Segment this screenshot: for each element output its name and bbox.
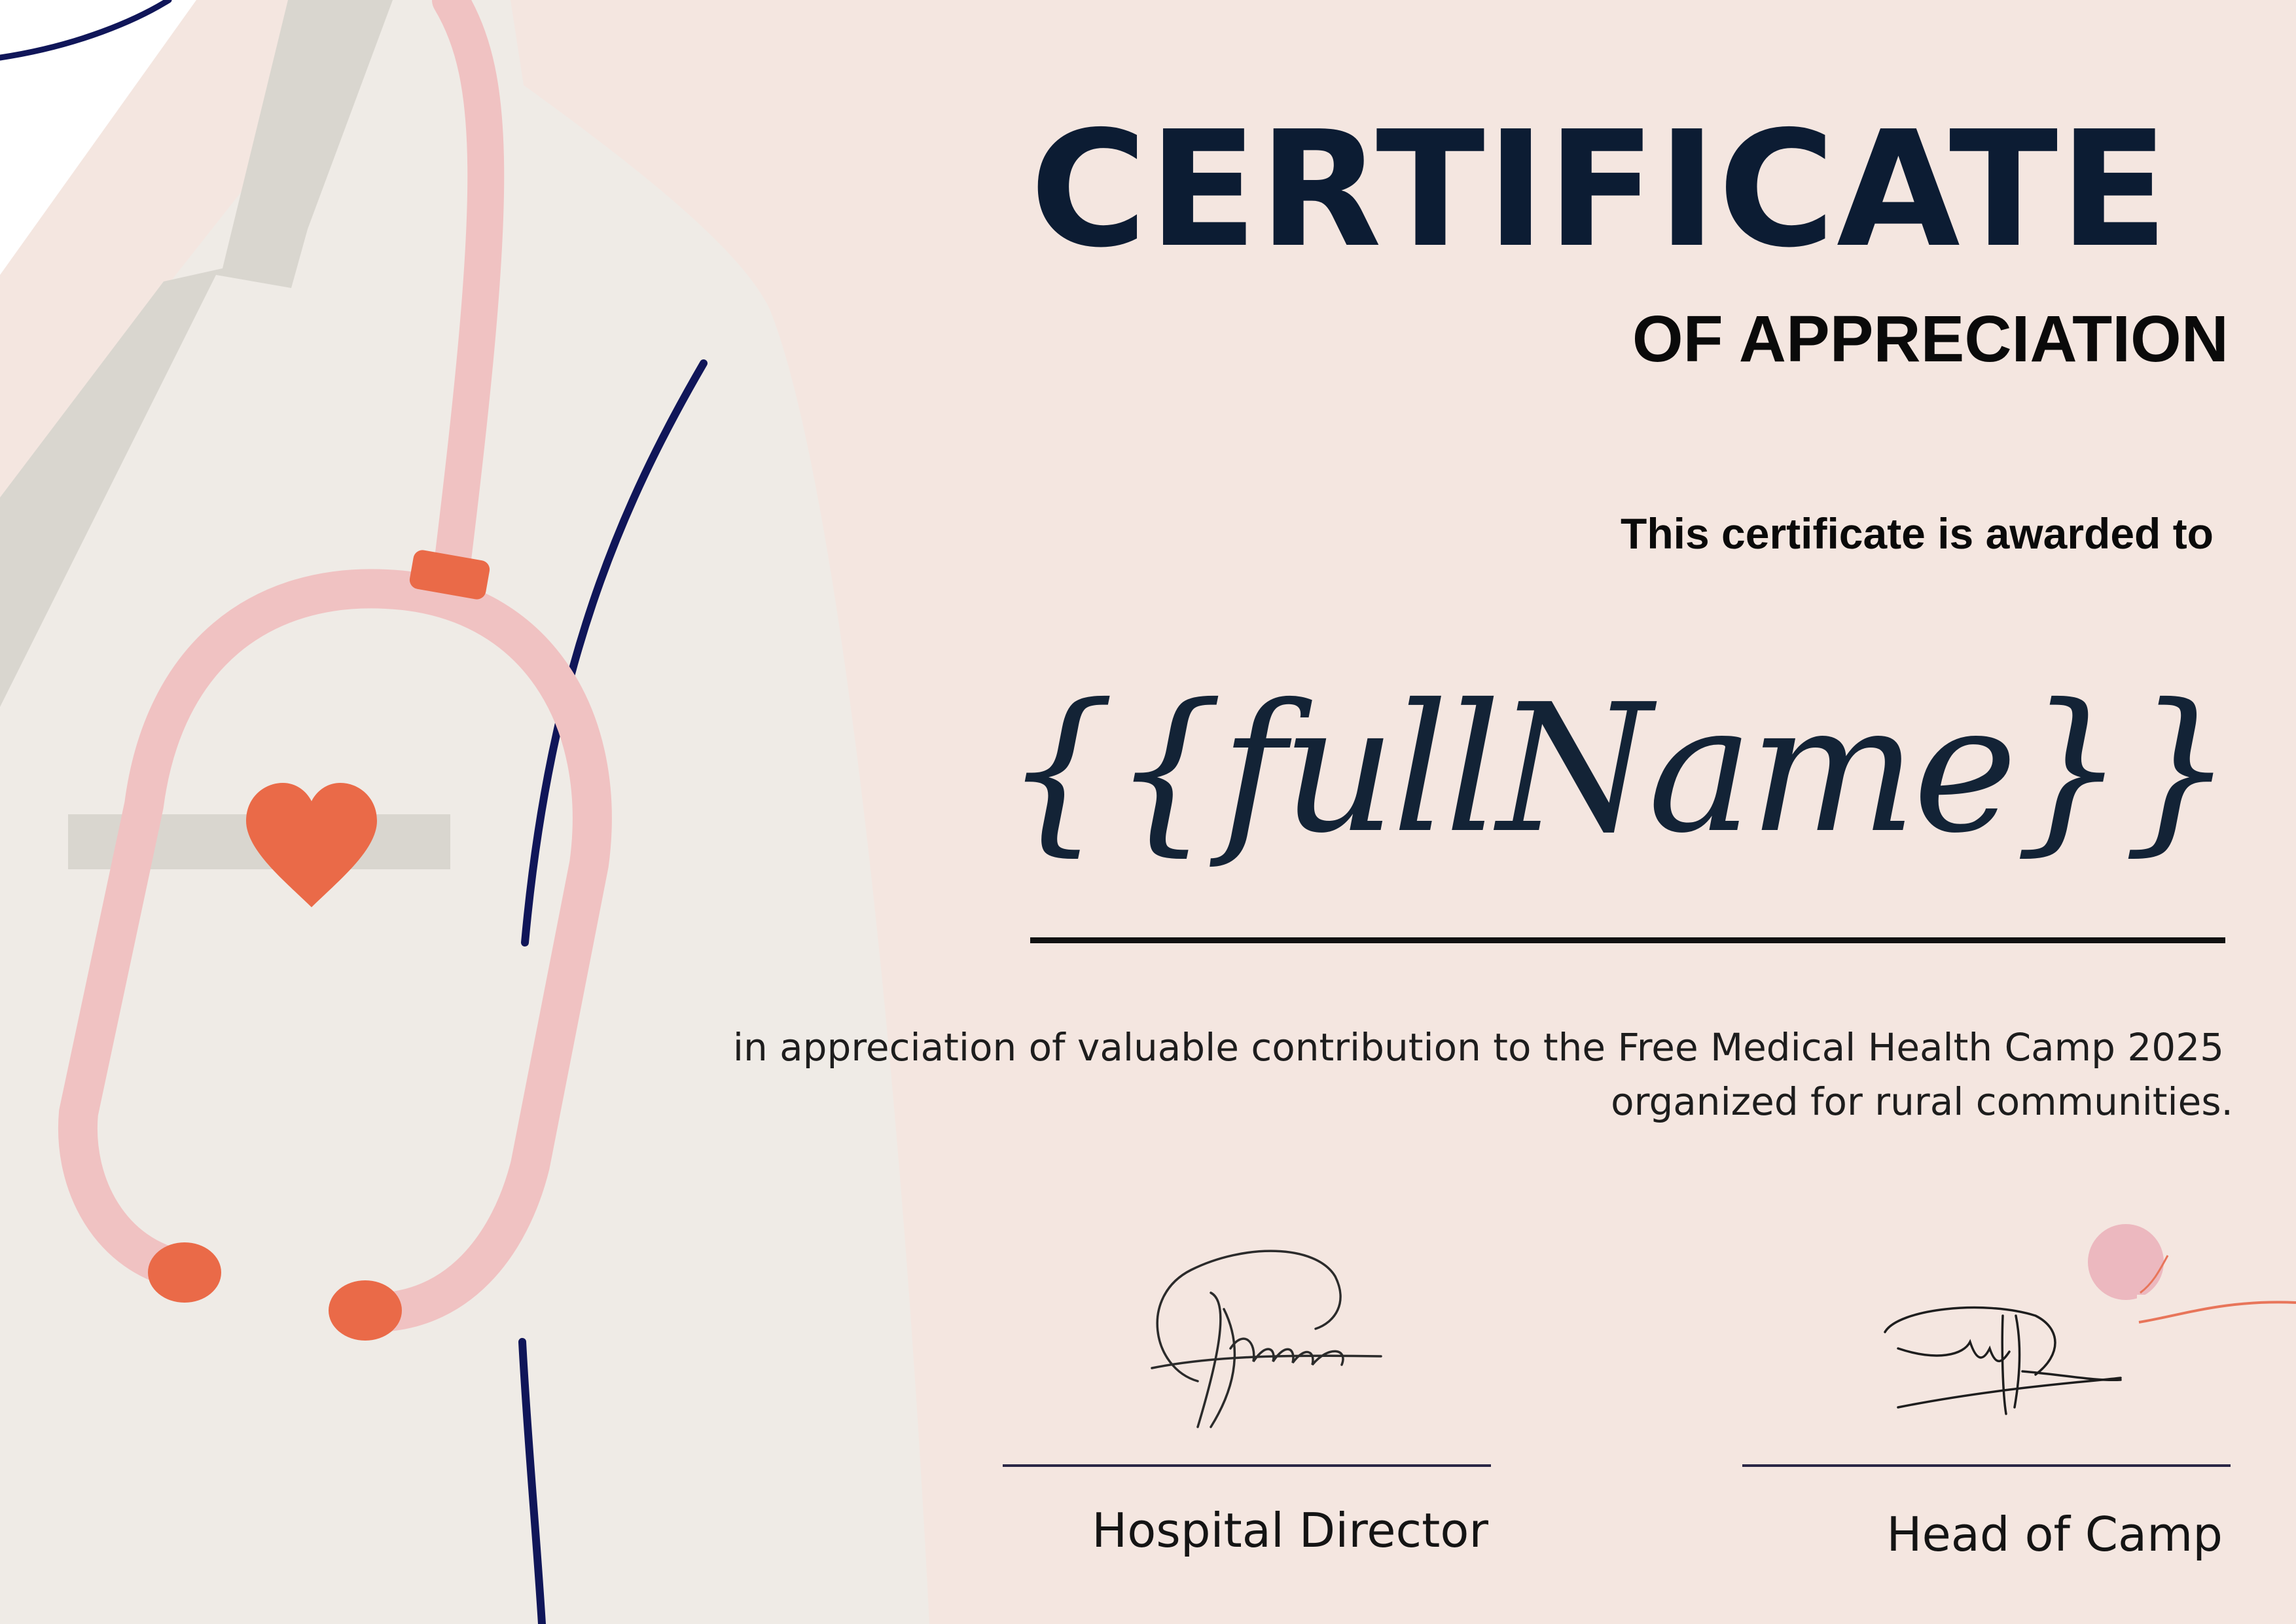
description-line-1: in appreciation of valuable contribution to the Free Medical Health Camp 2025 (732, 1025, 2224, 1070)
awarded-to-label: This certificate is awarded to (1621, 509, 2214, 558)
recipient-name-placeholder: {{fullName}} (1003, 666, 2231, 872)
recipient-underline (1030, 937, 2225, 943)
signature-line-1 (1003, 1464, 1491, 1467)
description-line-2: organized for rural communities. (1611, 1079, 2233, 1124)
certificate-subtitle: OF APPRECIATION (1632, 302, 2229, 376)
signatory-title-head-of-camp: Head of Camp (1886, 1507, 2223, 1562)
signatory-title-hospital-director: Hospital Director (1092, 1503, 1488, 1558)
decor-circle (2088, 1224, 2164, 1300)
certificate-title: CERTIFICATE (1030, 97, 2170, 283)
signature-line-2 (1742, 1464, 2231, 1467)
